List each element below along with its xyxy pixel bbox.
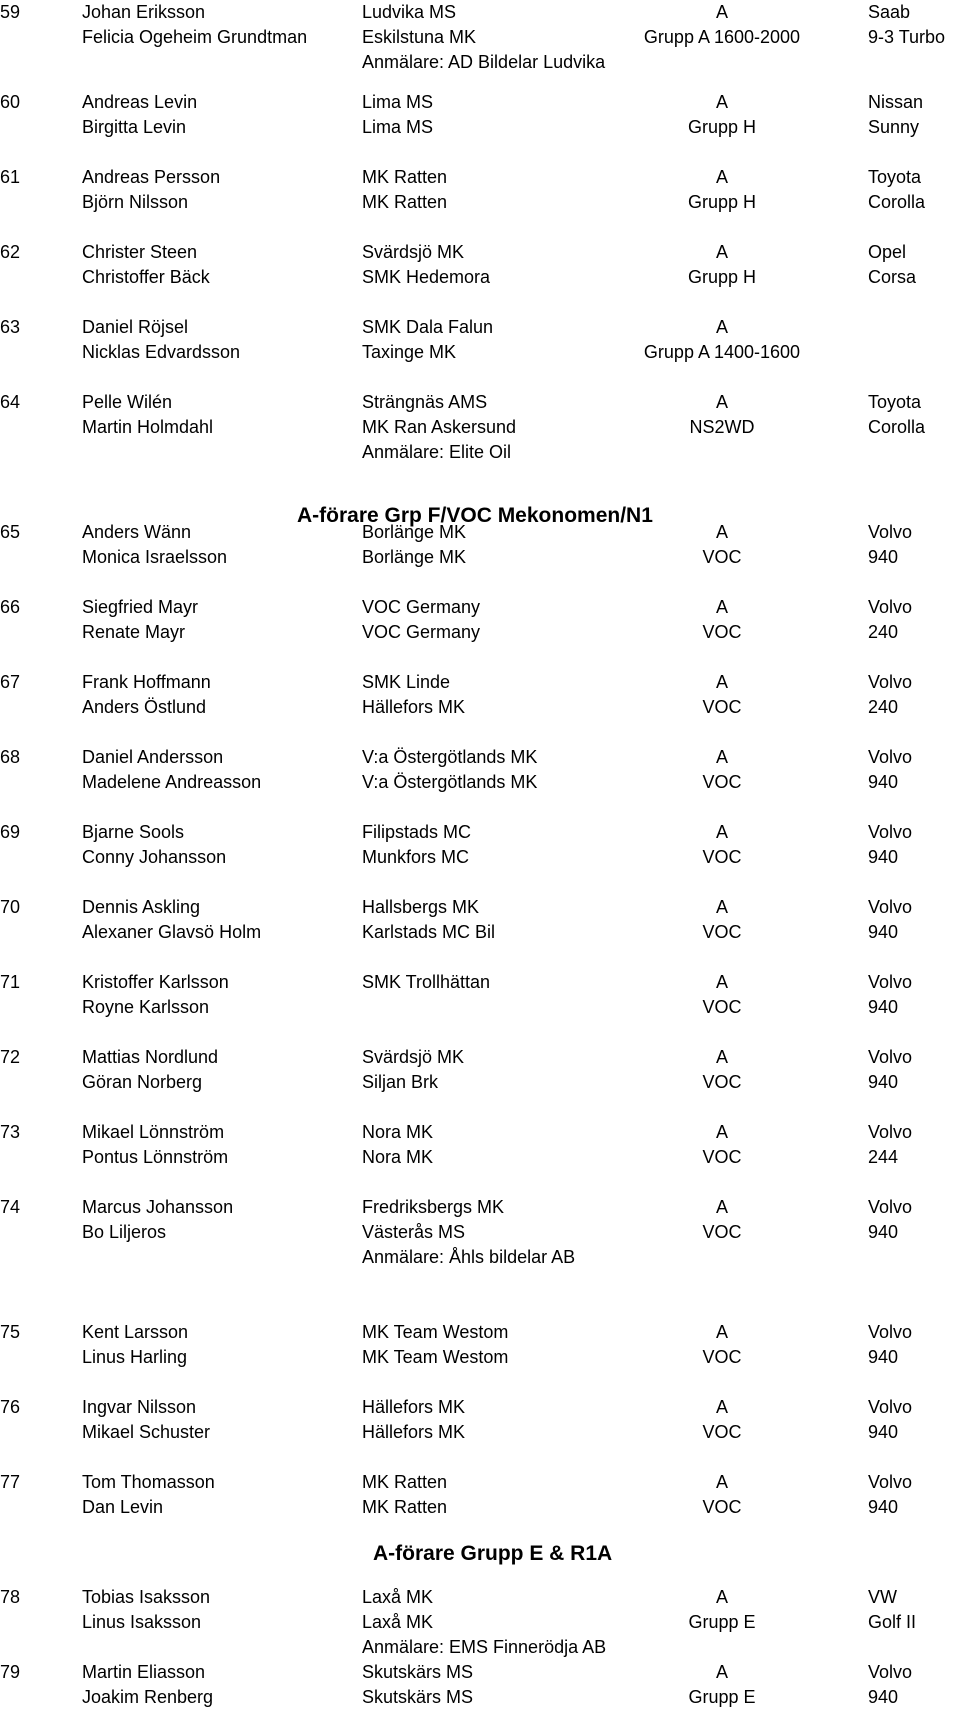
- car-make: Volvo: [868, 1662, 913, 1682]
- codriver-row: [0, 845, 960, 869]
- driver-club: MK Ratten: [362, 167, 448, 187]
- codriver-club: MK Ratten: [362, 192, 448, 212]
- start-number: 65: [0, 522, 21, 542]
- codriver-club: Laxå MK: [362, 1612, 434, 1632]
- section-heading: [0, 502, 960, 530]
- codriver-name: Bo Liljeros: [82, 1222, 167, 1242]
- car-group: VOC: [702, 1072, 742, 1092]
- driver-name: Dennis Askling: [82, 897, 201, 917]
- codriver-name: Mikael Schuster: [82, 1422, 211, 1442]
- driver-club: Fredriksbergs MK: [362, 1197, 505, 1217]
- car-make: Volvo: [868, 672, 913, 692]
- driver-row: [0, 745, 960, 769]
- codriver-name: Björn Nilsson: [82, 192, 189, 212]
- car-group: Grupp H: [687, 267, 757, 287]
- driver-class: A: [715, 672, 729, 692]
- driver-name: Tobias Isaksson: [82, 1587, 211, 1607]
- codriver-row: [0, 545, 960, 569]
- driver-name: Mikael Lönnström: [82, 1122, 225, 1142]
- start-number: 60: [0, 92, 21, 112]
- section-heading-text: A-förare Grp F/VOC Mekonomen/N1: [297, 504, 653, 527]
- codriver-club: Hällefors MK: [362, 697, 466, 717]
- start-number: 69: [0, 822, 21, 842]
- driver-name: Daniel Röjsel: [82, 317, 189, 337]
- car-make: VW: [868, 1587, 897, 1607]
- driver-row: [0, 1195, 960, 1219]
- start-number: 78: [0, 1587, 21, 1607]
- codriver-name: Joakim Renberg: [82, 1687, 214, 1707]
- driver-row: [0, 390, 960, 414]
- driver-row: [0, 315, 960, 339]
- codriver-name: Pontus Lönnström: [82, 1147, 229, 1167]
- entrant-note: Anmälare: Elite Oil: [362, 442, 512, 462]
- codriver-row: [0, 1685, 960, 1709]
- driver-club: Skutskärs MS: [362, 1662, 474, 1682]
- car-model: 940: [868, 1347, 899, 1367]
- driver-row: [0, 90, 960, 114]
- driver-class: A: [715, 92, 729, 112]
- codriver-name: Renate Mayr: [82, 622, 186, 642]
- driver-class: A: [715, 747, 729, 767]
- car-model: 940: [868, 547, 899, 567]
- driver-club: SMK Linde: [362, 672, 451, 692]
- driver-name: Marcus Johansson: [82, 1197, 234, 1217]
- car-make: Saab: [868, 2, 911, 22]
- driver-club: Svärdsjö MK: [362, 242, 465, 262]
- driver-row: [0, 595, 960, 619]
- driver-name: Mattias Nordlund: [82, 1047, 219, 1067]
- car-model: Corolla: [868, 417, 926, 437]
- start-number: 73: [0, 1122, 21, 1142]
- driver-name: Frank Hoffmann: [82, 672, 211, 692]
- codriver-row: [0, 695, 960, 719]
- codriver-name: Madelene Andreasson: [82, 772, 262, 792]
- driver-class: A: [715, 1662, 729, 1682]
- driver-class: A: [715, 897, 729, 917]
- driver-club: SMK Trollhättan: [362, 972, 491, 992]
- start-number: 79: [0, 1662, 21, 1682]
- driver-class: A: [715, 1587, 729, 1607]
- driver-row: [0, 970, 960, 994]
- driver-name: Kristoffer Karlsson: [82, 972, 229, 992]
- car-group: VOC: [702, 772, 742, 792]
- car-group: VOC: [702, 1497, 742, 1517]
- car-group: Grupp A 1400-1600: [643, 342, 801, 362]
- codriver-row: [0, 995, 960, 1019]
- driver-row: [0, 1395, 960, 1419]
- codriver-row: [0, 1345, 960, 1369]
- driver-club: Nora MK: [362, 1122, 434, 1142]
- driver-club: MK Team Westom: [362, 1322, 509, 1342]
- codriver-name: Conny Johansson: [82, 847, 227, 867]
- car-model: 940: [868, 1687, 899, 1707]
- codriver-club: Munkfors MC: [362, 847, 470, 867]
- car-model: 940: [868, 997, 899, 1017]
- codriver-club: Nora MK: [362, 1147, 434, 1167]
- driver-row: [0, 165, 960, 189]
- start-number: 76: [0, 1397, 21, 1417]
- driver-class: A: [715, 1197, 729, 1217]
- start-number: 62: [0, 242, 21, 262]
- driver-name: Andreas Levin: [82, 92, 198, 112]
- codriver-club: Lima MS: [362, 117, 434, 137]
- car-group: VOC: [702, 997, 742, 1017]
- car-group: NS2WD: [689, 417, 755, 437]
- car-model: 9-3 Turbo: [868, 27, 946, 47]
- car-model: Corolla: [868, 192, 926, 212]
- car-model: Sunny: [868, 117, 920, 137]
- car-model: 940: [868, 772, 899, 792]
- car-group: VOC: [702, 1222, 742, 1242]
- driver-club: Filipstads MC: [362, 822, 472, 842]
- driver-name: Ingvar Nilsson: [82, 1397, 197, 1417]
- start-number: 71: [0, 972, 21, 992]
- car-group: Grupp E: [688, 1612, 756, 1632]
- driver-name: Anders Wänn: [82, 522, 192, 542]
- codriver-club: MK Ratten: [362, 1497, 448, 1517]
- driver-row: [0, 1045, 960, 1069]
- car-model: Corsa: [868, 267, 917, 287]
- start-number: 59: [0, 2, 21, 22]
- driver-club: Laxå MK: [362, 1587, 434, 1607]
- driver-row: [0, 0, 960, 24]
- driver-club: Ludvika MS: [362, 2, 457, 22]
- car-group: Grupp A 1600-2000: [643, 27, 801, 47]
- start-number: 64: [0, 392, 21, 412]
- driver-club: Svärdsjö MK: [362, 1047, 465, 1067]
- driver-class: A: [715, 1322, 729, 1342]
- driver-name: Tom Thomasson: [82, 1472, 215, 1492]
- driver-row: [0, 1585, 960, 1609]
- start-number: 72: [0, 1047, 21, 1067]
- driver-name: Andreas Persson: [82, 167, 221, 187]
- driver-name: Martin Eliasson: [82, 1662, 206, 1682]
- codriver-row: [0, 1070, 960, 1094]
- start-number: 68: [0, 747, 21, 767]
- driver-name: Pelle Wilén: [82, 392, 173, 412]
- entrant-row: [0, 1245, 960, 1269]
- driver-name: Bjarne Sools: [82, 822, 185, 842]
- driver-club: MK Ratten: [362, 1472, 448, 1492]
- driver-club: Hallsbergs MK: [362, 897, 480, 917]
- codriver-club: Karlstads MC Bil: [362, 922, 496, 942]
- entrant-note: Anmälare: Åhls bildelar AB: [362, 1247, 576, 1267]
- section-heading: [0, 1540, 960, 1568]
- codriver-row: [0, 115, 960, 139]
- car-model: 940: [868, 1222, 899, 1242]
- codriver-name: Alexaner Glavsö Holm: [82, 922, 262, 942]
- driver-row: [0, 1470, 960, 1494]
- car-model: 940: [868, 1497, 899, 1517]
- driver-class: A: [715, 1122, 729, 1142]
- start-number: 66: [0, 597, 21, 617]
- codriver-name: Anders Östlund: [82, 697, 207, 717]
- codriver-club: VOC Germany: [362, 622, 481, 642]
- entrant-row: [0, 50, 960, 74]
- driver-club: SMK Dala Falun: [362, 317, 494, 337]
- codriver-club: Hällefors MK: [362, 1422, 466, 1442]
- car-group: VOC: [702, 1347, 742, 1367]
- driver-class: A: [715, 822, 729, 842]
- car-make: Opel: [868, 242, 907, 262]
- driver-row: [0, 1120, 960, 1144]
- codriver-club: V:a Östergötlands MK: [362, 772, 538, 792]
- driver-class: A: [715, 1047, 729, 1067]
- driver-class: A: [715, 167, 729, 187]
- driver-name: Daniel Andersson: [82, 747, 224, 767]
- codriver-row: [0, 620, 960, 644]
- start-number: 63: [0, 317, 21, 337]
- driver-class: A: [715, 1397, 729, 1417]
- codriver-row: [0, 340, 960, 364]
- driver-class: A: [715, 1472, 729, 1492]
- codriver-name: Monica Israelsson: [82, 547, 228, 567]
- car-group: VOC: [702, 1422, 742, 1442]
- driver-club: Lima MS: [362, 92, 434, 112]
- codriver-club: Eskilstuna MK: [362, 27, 477, 47]
- car-model: 940: [868, 1072, 899, 1092]
- car-make: Volvo: [868, 1197, 913, 1217]
- driver-name: Christer Steen: [82, 242, 198, 262]
- driver-class: A: [715, 392, 729, 412]
- driver-row: [0, 670, 960, 694]
- driver-club: VOC Germany: [362, 597, 481, 617]
- driver-club: Borlänge MK: [362, 522, 467, 542]
- driver-row: [0, 1660, 960, 1684]
- car-make: Volvo: [868, 897, 913, 917]
- car-make: Toyota: [868, 392, 922, 412]
- car-group: Grupp H: [687, 117, 757, 137]
- codriver-name: Felicia Ogeheim Grundtman: [82, 27, 308, 47]
- car-group: VOC: [702, 622, 742, 642]
- codriver-club: Skutskärs MS: [362, 1687, 474, 1707]
- car-make: Volvo: [868, 1122, 913, 1142]
- driver-row: [0, 895, 960, 919]
- codriver-row: [0, 1495, 960, 1519]
- driver-class: A: [715, 597, 729, 617]
- start-number: 77: [0, 1472, 21, 1492]
- codriver-club: Taxinge MK: [362, 342, 457, 362]
- car-group: Grupp E: [688, 1687, 756, 1707]
- codriver-name: Birgitta Levin: [82, 117, 187, 137]
- car-model: 240: [868, 697, 899, 717]
- car-model: 940: [868, 922, 899, 942]
- codriver-name: Martin Holmdahl: [82, 417, 214, 437]
- codriver-row: [0, 265, 960, 289]
- codriver-name: Royne Karlsson: [82, 997, 210, 1017]
- car-make: Volvo: [868, 822, 913, 842]
- driver-club: Hällefors MK: [362, 1397, 466, 1417]
- entrant-note: Anmälare: EMS Finnerödja AB: [362, 1637, 607, 1657]
- driver-class: A: [715, 317, 729, 337]
- codriver-row: [0, 415, 960, 439]
- codriver-row: [0, 190, 960, 214]
- codriver-club: SMK Hedemora: [362, 267, 491, 287]
- car-model: 244: [868, 1147, 899, 1167]
- car-make: Volvo: [868, 747, 913, 767]
- codriver-name: Christoffer Bäck: [82, 267, 210, 287]
- car-make: Toyota: [868, 167, 922, 187]
- codriver-name: Linus Harling: [82, 1347, 188, 1367]
- start-number: 61: [0, 167, 21, 187]
- driver-class: A: [715, 972, 729, 992]
- car-group: Grupp H: [687, 192, 757, 212]
- driver-name: Kent Larsson: [82, 1322, 189, 1342]
- car-make: Volvo: [868, 1322, 913, 1342]
- codriver-club: Västerås MS: [362, 1222, 466, 1242]
- codriver-row: [0, 920, 960, 944]
- start-number: 75: [0, 1322, 21, 1342]
- driver-class: A: [715, 522, 729, 542]
- start-number: 70: [0, 897, 21, 917]
- start-number: 67: [0, 672, 21, 692]
- codriver-club: MK Ran Askersund: [362, 417, 517, 437]
- start-number: 74: [0, 1197, 21, 1217]
- car-model: 240: [868, 622, 899, 642]
- codriver-row: [0, 1420, 960, 1444]
- codriver-row: [0, 1610, 960, 1634]
- car-group: VOC: [702, 1147, 742, 1167]
- car-make: Volvo: [868, 1047, 913, 1067]
- driver-class: A: [715, 242, 729, 262]
- car-make: Volvo: [868, 597, 913, 617]
- codriver-name: Göran Norberg: [82, 1072, 203, 1092]
- codriver-row: [0, 1220, 960, 1244]
- codriver-club: MK Team Westom: [362, 1347, 509, 1367]
- car-group: VOC: [702, 697, 742, 717]
- car-make: Volvo: [868, 1397, 913, 1417]
- car-make: Volvo: [868, 1472, 913, 1492]
- driver-row: [0, 240, 960, 264]
- entrant-note: Anmälare: AD Bildelar Ludvika: [362, 52, 606, 72]
- driver-row: [0, 1320, 960, 1344]
- codriver-name: Nicklas Edvardsson: [82, 342, 241, 362]
- driver-name: Johan Eriksson: [82, 2, 206, 22]
- codriver-row: [0, 770, 960, 794]
- car-group: VOC: [702, 847, 742, 867]
- car-model: Golf II: [868, 1612, 917, 1632]
- codriver-name: Linus Isaksson: [82, 1612, 202, 1632]
- driver-club: V:a Östergötlands MK: [362, 747, 538, 767]
- car-make: Volvo: [868, 522, 913, 542]
- codriver-row: [0, 25, 960, 49]
- car-make: Nissan: [868, 92, 924, 112]
- car-group: VOC: [702, 547, 742, 567]
- car-make: Volvo: [868, 972, 913, 992]
- codriver-name: Dan Levin: [82, 1497, 164, 1517]
- entrant-row: [0, 440, 960, 464]
- driver-row: [0, 820, 960, 844]
- codriver-row: [0, 1145, 960, 1169]
- driver-class: A: [715, 2, 729, 22]
- entrant-row: [0, 1635, 960, 1659]
- codriver-club: Siljan Brk: [362, 1072, 439, 1092]
- driver-name: Siegfried Mayr: [82, 597, 199, 617]
- car-group: VOC: [702, 922, 742, 942]
- section-heading-text: A-förare Grupp E & R1A: [373, 1542, 613, 1565]
- codriver-club: Borlänge MK: [362, 547, 467, 567]
- driver-club: Strängnäs AMS: [362, 392, 488, 412]
- car-model: 940: [868, 1422, 899, 1442]
- car-model: 940: [868, 847, 899, 867]
